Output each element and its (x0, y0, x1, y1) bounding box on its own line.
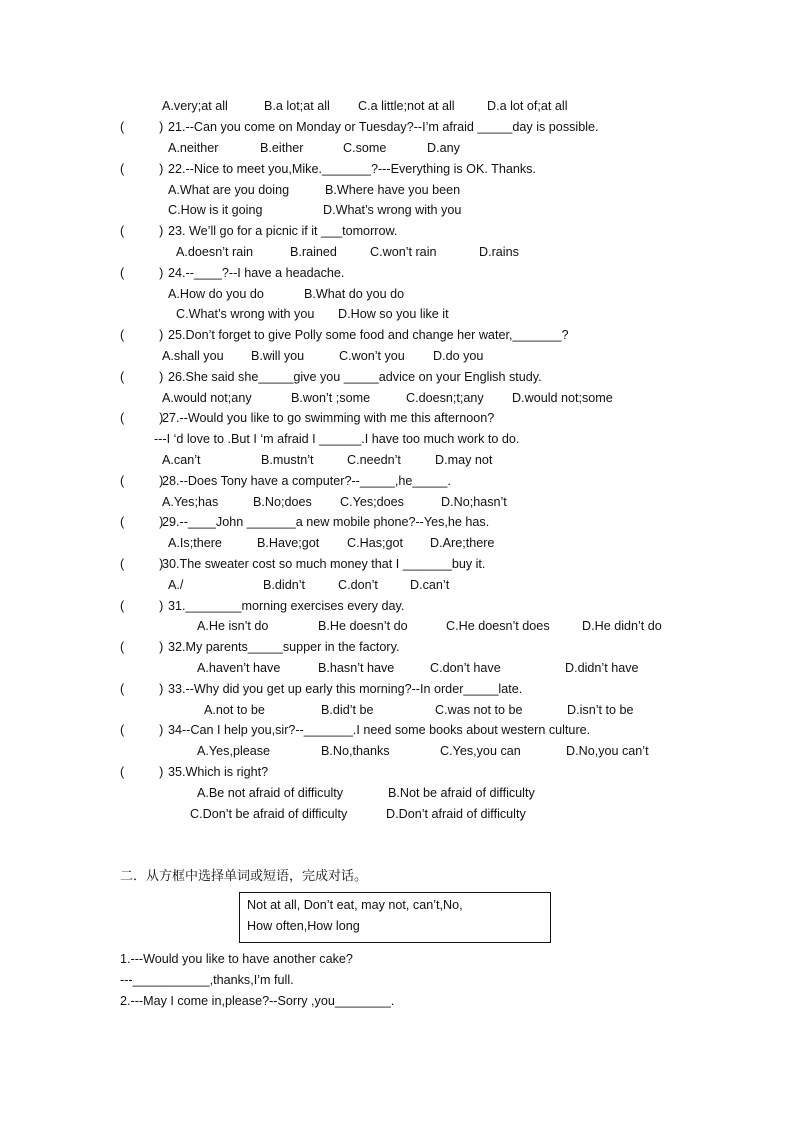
option-a: A.haven’t have (197, 661, 281, 675)
option-c: C.won’t you (339, 349, 405, 363)
option-b: B.No,thanks (321, 744, 390, 758)
answer-blank[interactable]: ( ) (120, 599, 164, 613)
option-b: B.mustn’t (261, 453, 314, 467)
option-b: B.either (260, 141, 304, 155)
word-bank-line-1: Not at all, Don’t eat, may not, can’t,No, (247, 898, 463, 912)
option-c: C.don’t (338, 578, 378, 592)
question-text: 26.She said she_____give you _____advice on your English study. (168, 370, 542, 384)
option-a: A.can’t (162, 453, 201, 467)
option-a: A./ (168, 578, 184, 592)
question-text: 27.--Would you like to go swimming with me this afternoon? (162, 411, 495, 425)
option-d: D.rains (479, 245, 519, 259)
option-c: C.Has;got (347, 536, 403, 550)
option-d: D.Are;there (430, 536, 495, 550)
option-d: D.any (427, 141, 460, 155)
option-c: C.Yes;does (340, 495, 404, 509)
option-b: B.Have;got (257, 536, 320, 550)
section-heading: 二．从方框中选择单词或短语，完成对话。 (120, 869, 368, 884)
option-b: B.rained (290, 245, 337, 259)
option-a: A.Is;there (168, 536, 222, 550)
answer-blank[interactable]: ( ) (120, 411, 164, 425)
question-text: 31.________morning exercises every day. (168, 599, 405, 613)
option-c: C.Yes,you can (440, 744, 521, 758)
question-text: 22.--Nice to meet you,Mike._______?---Everything is OK. Thanks. (168, 162, 536, 176)
option-a: A.What are you doing (168, 183, 290, 197)
question-text: 28.--Does Tony have a computer?--_____,he_____. (162, 474, 451, 488)
option-d: D.Don’t afraid of difficulty (386, 807, 526, 821)
answer-blank[interactable]: ( ) (120, 474, 164, 488)
option-d: D.can’t (410, 578, 450, 592)
option-d: D.What’s wrong with you (323, 203, 462, 217)
answer-blank[interactable]: ( ) (120, 682, 164, 696)
option-c: C.He doesn’t does (446, 619, 550, 633)
answer-blank[interactable]: ( ) (120, 224, 164, 238)
question-text: 32.My parents_____supper in the factory. (168, 640, 400, 654)
q20-option-c: C.a little;not at all (358, 99, 455, 113)
answer-blank[interactable]: ( ) (120, 162, 164, 176)
option-d: D.didn’t have (565, 661, 639, 675)
option-a: A.How do you do (168, 287, 264, 301)
option-b: B.What do you do (304, 287, 405, 301)
option-c: C.don’t have (430, 661, 501, 675)
answer-blank[interactable]: ( ) (120, 328, 164, 342)
option-b: B.won’t ;some (291, 391, 371, 405)
question-text: 34--Can I help you,sir?--_______.I need some books about western culture. (168, 723, 591, 737)
option-b: B.will you (251, 349, 305, 363)
q20-option-d: D.a lot of;at all (487, 99, 568, 113)
option-a: A.shall you (162, 349, 224, 363)
option-b: B.No;does (253, 495, 312, 509)
dialogue-1-question: 1.---Would you like to have another cake? (120, 952, 353, 966)
option-b: B.He doesn’t do (318, 619, 408, 633)
option-d: D.isn’t to be (567, 703, 634, 717)
question-text-reply: ---I ‘d love to .But I ‘m afraid I ______.I have too much work to do. (154, 432, 520, 446)
option-a: A.neither (168, 141, 219, 155)
option-d: D.may not (435, 453, 493, 467)
q20-option-b: B.a lot;at all (264, 99, 330, 113)
question-text: 23. We’ll go for a picnic if it ___tomorrow. (168, 224, 398, 238)
option-d: D.No;hasn’t (441, 495, 507, 509)
option-c: C.How is it going (168, 203, 263, 217)
option-d: D.How so you like it (338, 307, 449, 321)
answer-blank[interactable]: ( ) (120, 723, 164, 737)
option-d: D.would not;some (512, 391, 613, 405)
option-a: A.Yes,please (197, 744, 271, 758)
dialogue-2[interactable]: 2.---May I come in,please?--Sorry ,you________. (120, 994, 395, 1008)
option-c: C.Don’t be afraid of difficulty (190, 807, 348, 821)
option-d: D.He didn’t do (582, 619, 662, 633)
answer-blank[interactable]: ( ) (120, 266, 164, 280)
option-a: A.He isn’t do (197, 619, 269, 633)
question-text: 25.Don’t forget to give Polly some food and change her water,_______? (168, 328, 569, 342)
answer-blank[interactable]: ( ) (120, 557, 164, 571)
option-c: C.some (343, 141, 387, 155)
answer-blank[interactable]: ( ) (120, 120, 164, 134)
option-c: C.was not to be (435, 703, 523, 717)
question-text: 21.--Can you come on Monday or Tuesday?--I’m afraid _____day is possible. (168, 120, 599, 134)
option-d: D.do you (433, 349, 484, 363)
question-text: 24.--____?--I have a headache. (168, 266, 345, 280)
option-c: C.needn’t (347, 453, 401, 467)
option-b: B.didn’t (263, 578, 306, 592)
option-c: C.doesn;t;any (406, 391, 484, 405)
word-bank-box (239, 892, 551, 943)
option-b: B.did’t be (321, 703, 374, 717)
option-b: B.Not be afraid of difficulty (388, 786, 535, 800)
answer-blank[interactable]: ( ) (120, 765, 164, 779)
option-a: A.not to be (204, 703, 265, 717)
option-c: C.What’s wrong with you (176, 307, 315, 321)
question-text: 29.--____John _______a new mobile phone?--Yes,he has. (162, 515, 490, 529)
question-text: 33.--Why did you get up early this morning?--In order_____late. (168, 682, 523, 696)
option-a: A.doesn’t rain (176, 245, 254, 259)
dialogue-1-answer[interactable]: ---___________,thanks,I’m full. (120, 973, 294, 987)
option-a: A.Yes;has (162, 495, 219, 509)
option-b: B.Where have you been (325, 183, 461, 197)
answer-blank[interactable]: ( ) (120, 515, 164, 529)
question-text: 35.Which is right? (168, 765, 269, 779)
option-a: A.would not;any (162, 391, 252, 405)
question-text: 30.The sweater cost so much money that I _______buy it. (162, 557, 486, 571)
option-d: D.No,you can’t (566, 744, 649, 758)
answer-blank[interactable]: ( ) (120, 640, 164, 654)
option-a: A.Be not afraid of difficulty (197, 786, 344, 800)
option-c: C.won’t rain (370, 245, 437, 259)
q20-option-a: A.very;at all (162, 99, 228, 113)
word-bank-line-2: How often,How long (247, 919, 360, 933)
answer-blank[interactable]: ( ) (120, 370, 164, 384)
option-b: B.hasn’t have (318, 661, 395, 675)
